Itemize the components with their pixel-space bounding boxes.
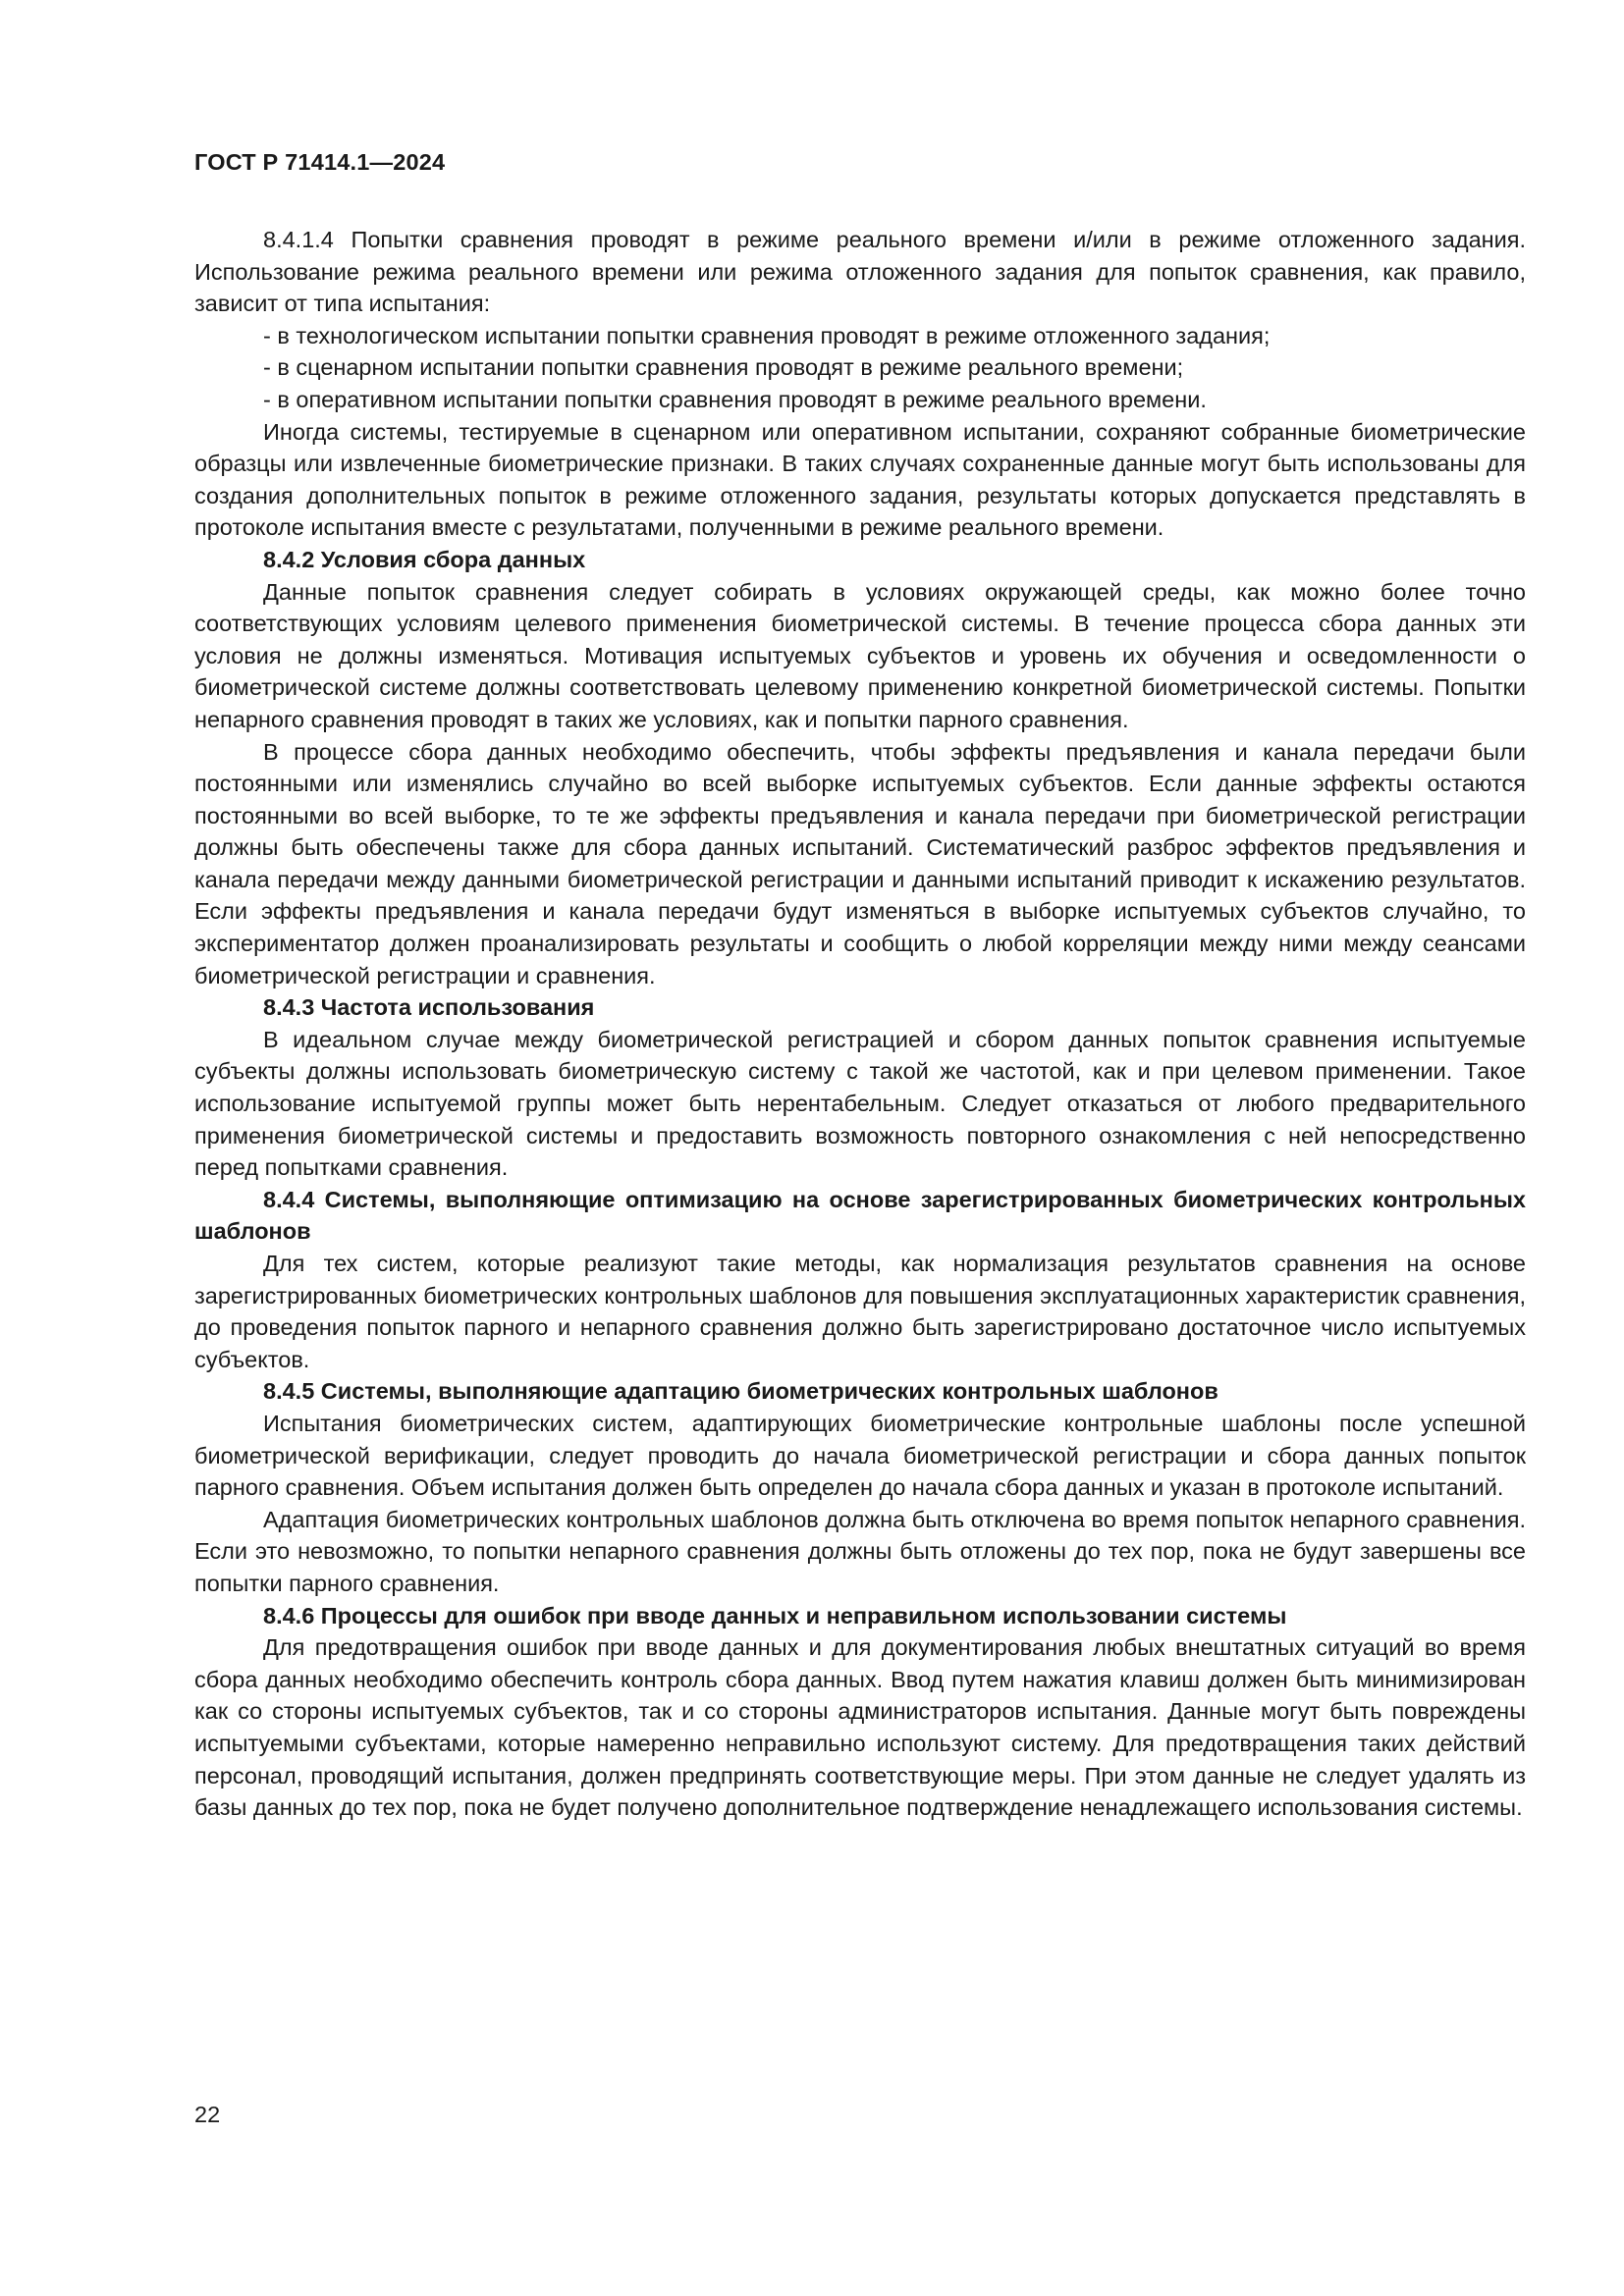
page-number: 22 [194, 2102, 221, 2127]
section-heading-8-4-3: 8.4.3 Частота использования [263, 994, 595, 1021]
section-heading-8-4-2: 8.4.2 Условия сбора данных [263, 546, 586, 572]
list-item: - в оперативном испытании попытки сравнения проводят в режиме реального времени. [263, 386, 1207, 412]
list-item: - в технологическом испытании попытки сравнения проводят в режиме отложенного задания; [263, 322, 1271, 348]
paragraph: Для предотвращения ошибок при вводе данных и для документирования любых внештатных ситуаций во время сбора данных необходимо обеспечить контроль сбора данных. Ввод путем нажатия клавиш должен быть минимизирован как со стороны испытуемых субъектов, так и со стороны администраторов испытания. Данные могут быть повреждены испытуемыми субъектами, которые намеренно неправильно используют систему. Для предотвращения таких действий персонал, проводящий испытания, должен предпринять соответствующие меры. При этом данные не следует удалять из базы данных до тех пор, пока не будет получено дополнительное подтверждение ненадлежащего использования системы. [194, 1634, 1526, 1821]
paragraph: Для тех систем, которые реализуют такие методы, как нормализация результатов сравнения на основе зарегистрированных биометрических контрольных шаблонов для повышения эксплуатационных характеристик сравнения, до проведения попыток парного и непарного сравнения должно быть зарегистрировано достаточное число испытуемых субъектов. [194, 1251, 1526, 1372]
paragraph: Данные попыток сравнения следует собирать в условиях окружающей среды, как можно более точно соответствующих условиям целевого применения биометрической системы. В течение процесса сбора данных эти условия не должны изменяться. Мотивация испытуемых субъектов и уровень их обучения и осведомленности о биометрической системе должны соответствовать целевому применению конкретной биометрической системы. Попытки непарного сравнения проводят в таких же условиях, как и попытки парного сравнения. [194, 578, 1526, 732]
paragraph: Иногда системы, тестируемые в сценарном или оперативном испытании, сохраняют собранные биометрические образцы или извлеченные биометрические признаки. В таких случаях сохраненные данные могут быть использованы для создания дополнительных попыток в режиме отложенного задания, результаты которых допускается представлять в протоколе испытания вместе с результатами, полученными в режиме реального времени. [194, 418, 1526, 541]
section-heading-8-4-6: 8.4.6 Процессы для ошибок при вводе данных и неправильном использовании системы [263, 1602, 1287, 1629]
section-heading-8-4-5: 8.4.5 Системы, выполняющие адаптацию биометрических контрольных шаблонов [263, 1378, 1218, 1405]
paragraph: В процессе сбора данных необходимо обеспечить, чтобы эффекты предъявления и канала передачи были постоянными или изменялись случайно во всей выборке испытуемых субъектов. Если данные эффекты остаются постоянными во всей выборке, то те же эффекты предъявления и канала передачи при биометрической регистрации должны быть обеспечены также для сбора данных испытаний. Систематический разброс эффектов предъявления и канала передачи между данными биометрической регистрации и данными испытаний приводит к искажению результатов. Если эффекты предъявления и канала передачи будут изменяться в выборке испытуемых субъектов случайно, то экспериментатор должен проанализировать результаты и сообщить о любой корреляции между ними между сеансами биометрической регистрации и сравнения. [194, 738, 1526, 988]
paragraph: В идеальном случае между биометрической регистрацией и сбором данных попыток сравнения испытуемые субъекты должны использовать биометрическую систему с такой же частотой, как и при целевом применении. Такое использование испытуемой группы может быть нерентабельным. Следует отказаться от любого предварительного применения биометрической системы и предоставить возможность повторного ознакомления с ней непосредственно перед попытками сравнения. [194, 1026, 1526, 1181]
paragraph: Адаптация биометрических контрольных шаблонов должна быть отключена во время попыток непарного сравнения. Если это невозможно, то попытки непарного сравнения должны быть отложены до тех пор, пока не будут завершены все попытки парного сравнения. [194, 1506, 1526, 1596]
list-item: - в сценарном испытании попытки сравнения проводят в режиме реального времени; [263, 354, 1184, 381]
section-heading-8-4-4: 8.4.4 Системы, выполняющие оптимизацию на основе зарегистрированных биометрических контрольных шаблонов [194, 1186, 1526, 1245]
paragraph: Испытания биометрических систем, адаптирующих биометрические контрольные шаблоны после успешной биометрической верификации, следует проводить до начала биометрической регистрации и сбора данных попыток парного сравнения. Объем испытания должен быть определен до начала сбора данных и указан в протоколе испытаний. [194, 1410, 1526, 1501]
paragraph-8-4-1-4: 8.4.1.4 Попытки сравнения проводят в режиме реального времени и/или в режиме отложенного задания. Использование режима реального времени или режима отложенного задания для попыток сравнения, как правило, зависит от типа испытания: [194, 227, 1526, 317]
document-header: ГОСТ Р 71414.1—2024 [194, 149, 446, 175]
document-body [194, 224, 1526, 1824]
